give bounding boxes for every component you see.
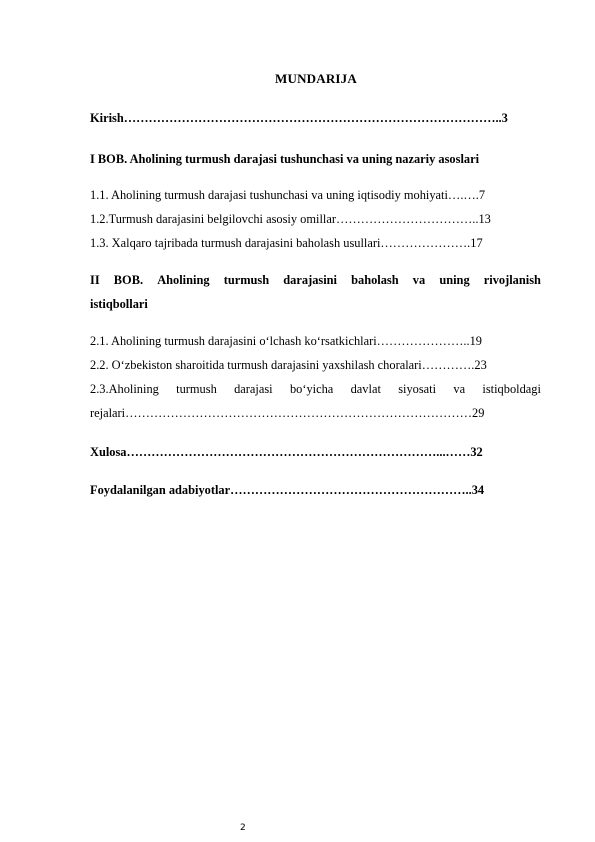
toc-entry-1-3: 1.3. Xalqaro tajribada turmush darajasini baholash usullari………………….17 [90,236,483,250]
heading-word: Aholining [157,273,210,287]
toc-chapter-2-heading-line1 [90,272,541,288]
toc-chapter-2-heading-line2: istiqbollari [90,297,148,311]
heading-word: uning [439,273,470,287]
toc-entry-2-3-line1 [90,381,541,397]
toc-entry-2-3-line2: rejalari…………………………………………………………………………29 [90,406,485,420]
entry-word: darajasi [234,382,273,396]
page-number: 2 [240,823,246,833]
toc-entry-conclusion: Xulosa…………………………………………………………………...……32 [90,445,483,459]
entry-word: istiqboldagi [482,382,541,396]
toc-entry-2-1: 2.1. Aholining turmush darajasini o‘lchash ko‘rsatkichlari…………………..19 [90,334,482,348]
entry-word: va [453,382,466,396]
entry-word: bo‘yicha [289,382,334,396]
entry-word: davlat [350,382,381,396]
heading-word: II [90,273,100,287]
entry-word: 2.3.Aholining [90,382,159,396]
heading-word: darajasini [283,273,337,287]
toc-entry-introduction: Kirish………………………………………………………………………………..3 [90,111,508,125]
heading-word: va [412,273,426,287]
toc-entry-2-2: 2.2. O‘zbekiston sharoitida turmush darajasini yaxshilash choralari………….23 [90,358,487,372]
entry-word: siyosati [398,382,437,396]
toc-entry-1-2: 1.2.Turmush darajasini belgilovchi asosiy omillar……………………………..13 [90,212,491,226]
toc-entry-1-1: 1.1. Aholining turmush darajasi tushunchasi va uning iqtisodiy mohiyati….….7 [90,188,486,202]
heading-word: turmush [223,273,270,287]
toc-entry-references: Foydalanilgan adabiyotlar…………………………………………………..34 [90,483,485,497]
entry-word: turmush [176,382,217,396]
heading-word: rivojlanish [483,273,541,287]
toc-chapter-1-heading: I BOB. Aholining turmush darajasi tushunchasi va uning nazariy asoslari [90,152,480,166]
toc-title: MUNDARIJA [275,71,357,86]
heading-word: BOB. [113,273,144,287]
heading-word: baholash [351,273,399,287]
